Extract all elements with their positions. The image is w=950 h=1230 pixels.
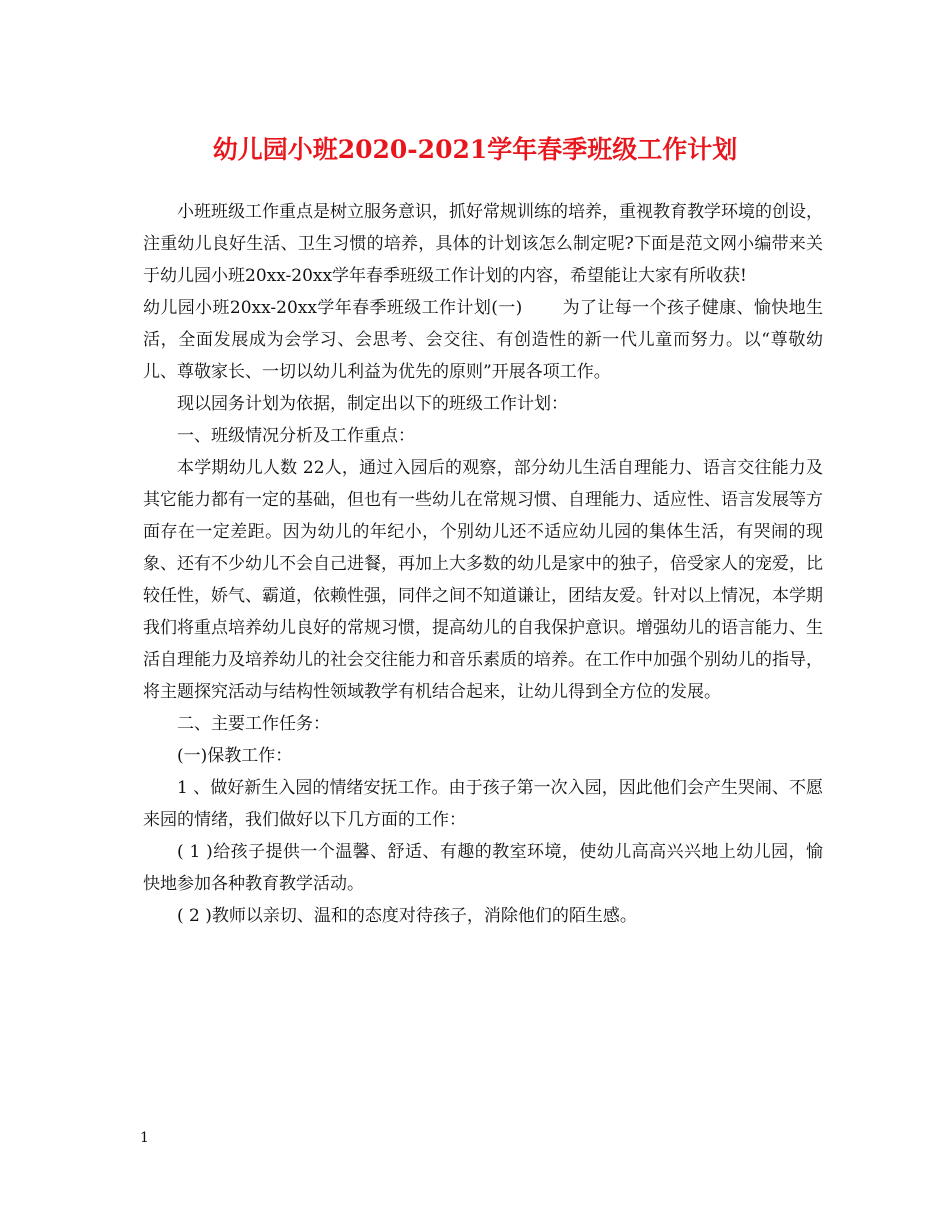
basis-paragraph: 现以园务计划为依据，制定出以下的班级工作计划：	[177, 394, 568, 414]
section1-heading: 一、班级情况分析及工作重点：	[177, 426, 415, 446]
plan-heading: 幼儿园小班20xx-20xx学年春季班级工作计划(一)	[143, 298, 523, 318]
subsection1-heading: (一)保教工作：	[177, 746, 293, 766]
document-body	[143, 196, 823, 932]
item1-2-paragraph: ( 2 )教师以亲切、温和的态度对待孩子，消除他们的陌生感。	[177, 906, 637, 926]
item1-paragraph: 1 、做好新生入园的情绪安抚工作。由于孩子第一次入园，因此他们会产生哭闹、不愿来园的情绪，我们做好以下几方面的工作：	[143, 778, 823, 830]
section2-heading: 二、主要工作任务：	[177, 714, 330, 734]
page-number: 1	[140, 1130, 149, 1146]
intro-paragraph: 小班班级工作重点是树立服务意识，抓好常规训练的培养，重视教育教学环境的创设，注重幼儿良好生活、卫生习惯的培养，具体的计划该怎么制定呢?下面是范文网小编带来关于幼儿园小班20xx-20xx学年春季班级工作计划的内容，希望能让大家有所收获!	[143, 202, 823, 286]
item1-1-paragraph: ( 1 )给孩子提供一个温馨、舒适、有趣的教室环境，使幼儿高高兴兴地上幼儿园，愉快地参加各种教育教学活动。	[143, 842, 823, 894]
plan-paragraph	[143, 292, 823, 388]
document-title: 幼儿园小班2020-2021学年春季班级工作计划	[212, 135, 738, 164]
plan-intro: 为了让每一个孩子健康、愉快地生活，全面发展成为会学习、会思考、会交往、有创造性的新一代儿童而努力。以“尊敬幼儿、尊敬家长、一切以幼儿利益为优先的原则”开展各项工作。	[143, 298, 823, 382]
section1-body: 本学期幼儿人数 22人，通过入园后的观察，部分幼儿生活自理能力、语言交往能力及其它能力都有一定的基础，但也有一些幼儿在常规习惯、自理能力、适应性、语言发展等方面存在一定差距。因为幼儿的年纪小，个别幼儿还不适应幼儿园的集体生活，有哭闹的现象、还有不少幼儿不会自己进餐，再加上大多数的幼儿是家中的独子，倍受家人的宠爱，比较任性，娇气、霸道，依赖性强，同伴之间不知道谦让，团结友爱。针对以上情况，本学期我们将重点培养幼儿良好的常规习惯，提高幼儿的自我保护意识。增强幼儿的语言能力、生活自理能力及培养幼儿的社会交往能力和音乐素质的培养。在工作中加强个别幼儿的指导，将主题探究活动与结构性领域教学有机结合起来，让幼儿得到全方位的发展。	[143, 458, 823, 702]
